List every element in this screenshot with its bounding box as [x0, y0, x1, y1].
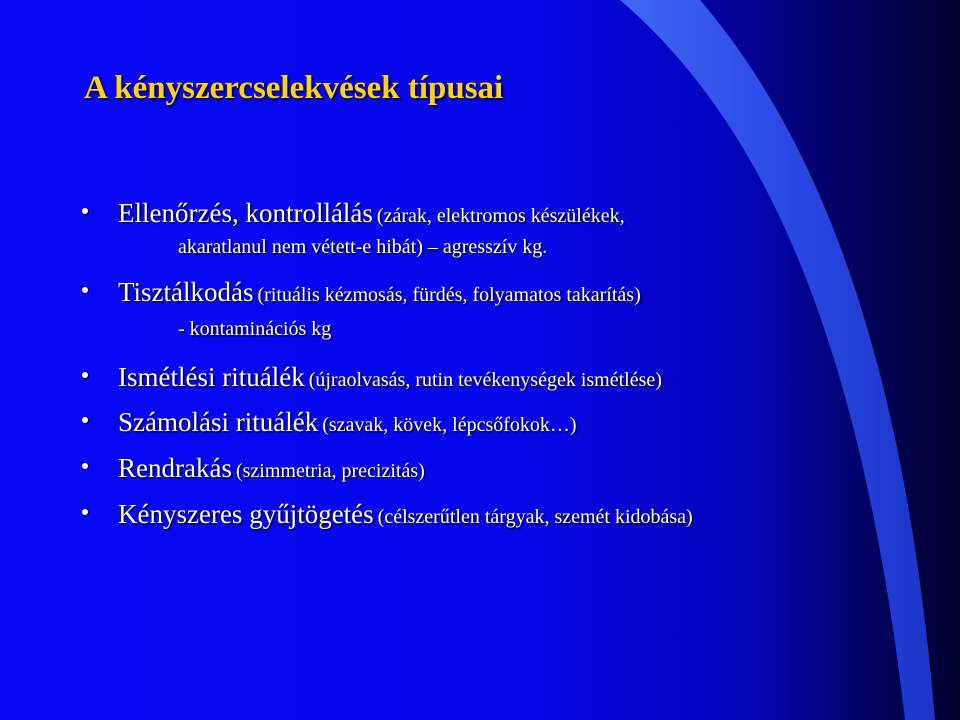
bullet-detail-text: (szavak, kövek, lépcsőfokok…) [322, 414, 577, 436]
bullet-main-text: Kényszeres gyűjtögetés [118, 499, 374, 529]
bullet-main-text: Rendrakás [118, 453, 232, 483]
bullet-main-text: Ellenőrzés, kontrollálás [118, 198, 373, 228]
bullet-dot-icon [82, 509, 88, 515]
bullet-detail-text: (zárak, elektromos készülékek, [376, 205, 625, 227]
bullet-dot-icon [82, 287, 88, 293]
slide-title: A kényszercselekvések típusai [84, 70, 504, 106]
bullet-dot-icon [82, 208, 88, 214]
bullet-detail-text: (újraolvasás, rutin tevékenységek ismétlése) [308, 369, 662, 391]
bullet-continuation: - kontaminációs kg [178, 318, 332, 340]
bullet-dot-icon [82, 463, 88, 469]
bullet-dot-icon [82, 372, 88, 378]
bullet-main-text: Tisztálkodás [118, 277, 254, 307]
bullet-detail-text: (szimmetria, precizitás) [235, 460, 425, 482]
bullet-detail-text: (rituális kézmosás, fürdés, folyamatos takarítás) [257, 284, 641, 306]
bullet-dot-icon [82, 417, 88, 423]
bullet-continuation: akaratlanul nem vétett-e hibát) – agresszív kg. [178, 236, 548, 258]
bullet-detail-text: (célszerűtlen tárgyak, szemét kidobása) [377, 506, 693, 528]
bullet-main-text: Számolási rituálék [118, 407, 319, 437]
bullet-main-text: Ismétlési rituálék [118, 362, 305, 392]
